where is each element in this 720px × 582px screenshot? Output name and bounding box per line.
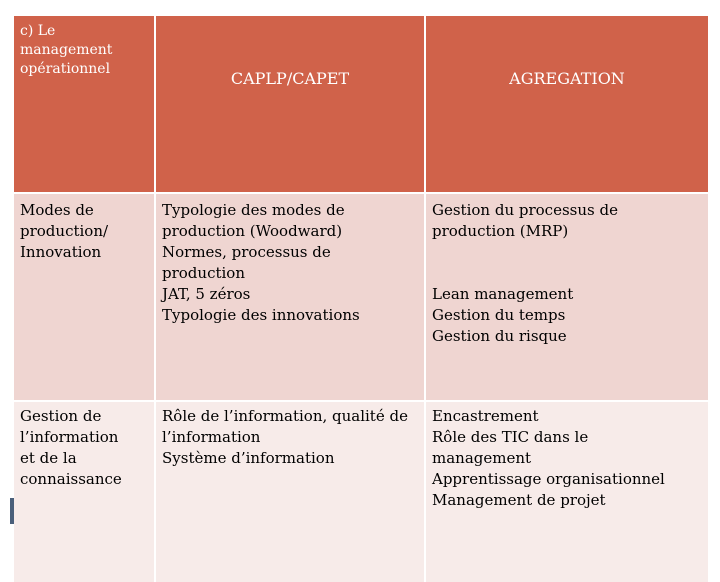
row-heading-information: Gestion de l’information et de la connaissance bbox=[14, 400, 156, 582]
table-header-row bbox=[14, 16, 708, 192]
cell-agregation-information: Encastrement Rôle des TIC dans le management Apprentissage organisationnel Management de projet bbox=[426, 400, 708, 582]
cell-caplp-production: Typologie des modes de production (Woodward) Normes, processus de production JAT, 5 zéros Typologie des innovations bbox=[156, 192, 426, 400]
table-row bbox=[14, 192, 708, 400]
left-margin bbox=[0, 0, 10, 540]
cell-caplp-information: Rôle de l’information, qualité de l’information Système d’information bbox=[156, 400, 426, 582]
header-caplp-capet: CAPLP/CAPET bbox=[156, 16, 426, 192]
header-section-title: c) Le management opérationnel bbox=[14, 16, 156, 192]
table-row bbox=[14, 400, 708, 582]
cell-agregation-production: Gestion du processus de production (MRP) Lean management Gestion du temps Gestion du risque bbox=[426, 192, 708, 400]
header-agregation: AGREGATION bbox=[426, 16, 708, 192]
row-heading-production: Modes de production/ Innovation bbox=[14, 192, 156, 400]
curriculum-table bbox=[14, 16, 708, 582]
